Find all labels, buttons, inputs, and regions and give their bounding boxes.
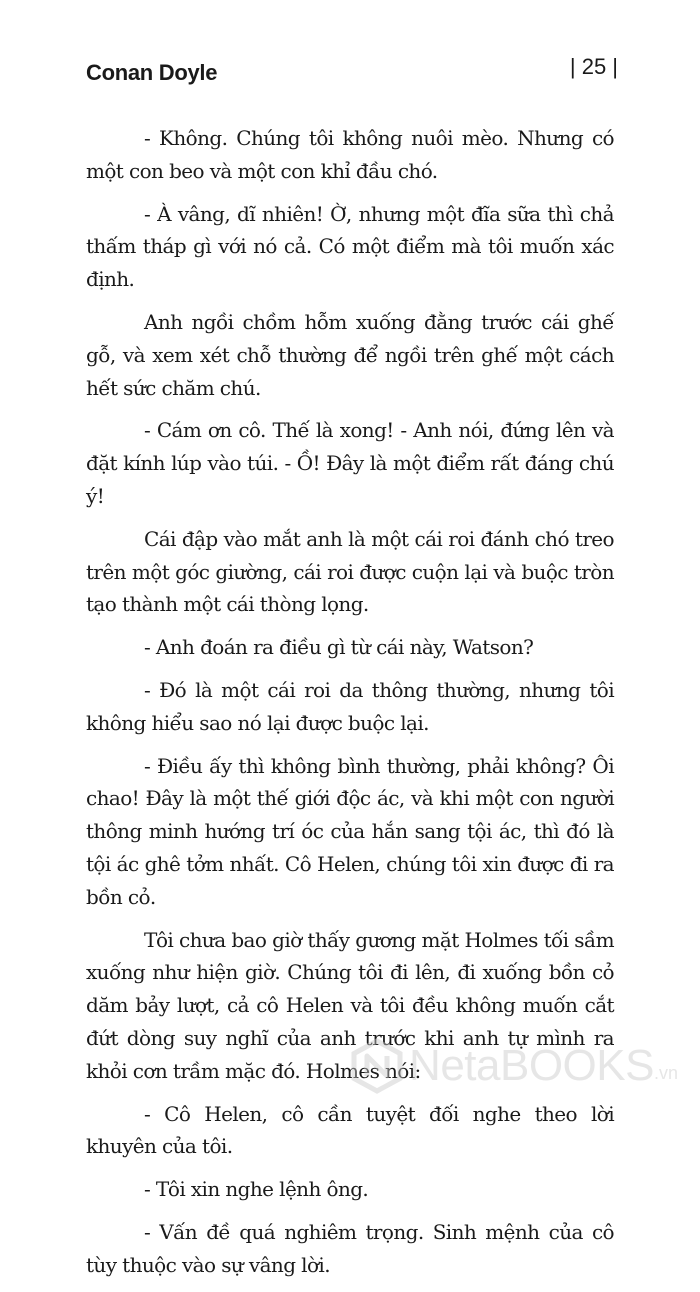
paragraph: Cái đập vào mắt anh là một cái roi đánh chó treo trên một góc giường, cái roi được cuộn lại và buộc tròn tạo thành một cái thòng lọng.	[86, 526, 614, 617]
paragraph: - Cám ơn cô. Thế là xong! - Anh nói, đứng lên và đặt kính lúp vào túi. - Ồ! Đây là một điểm rất đáng chú ý!	[86, 418, 614, 508]
page-header	[86, 52, 618, 92]
watermark	[349, 1036, 678, 1096]
paragraph: - Đó là một cái roi da thông thường, nhưng tôi không hiểu sao nó lại được buộc lại.	[86, 677, 614, 735]
paragraph: - Tôi xin nghe lệnh ông.	[144, 1177, 369, 1202]
paragraph: - Anh đoán ra điều gì từ cái này, Watson?	[144, 635, 534, 660]
paragraph: Tôi chưa bao giờ thấy gương mặt Holmes tối sầm xuống như hiện giờ. Chúng tôi đi lên, đi xuống bồn cỏ dăm bảy lượt, cả cô Helen và tôi đều không muốn cắt đứt dòng suy nghĩ của anh trước khi anh tự mình ra khỏi cơn trầm mặc đó. Holmes nói:	[86, 927, 614, 1083]
netabooks-logo-icon	[349, 1038, 405, 1094]
paragraph: - Điều ấy thì không bình thường, phải không? Ôi chao! Đây là một thế giới độc ác, và khi một con người thông minh hướng trí óc của hắn sang tội ác, thì đó là tội ác ghê tởm nhất. Cô Helen, chúng tôi xin được đi ra bồn cỏ.	[86, 753, 614, 909]
body-text	[86, 122, 614, 1292]
paragraph: - Cô Helen, cô cần tuyệt đối nghe theo lời khuyên của tôi.	[86, 1101, 614, 1159]
paragraph: - À vâng, dĩ nhiên! Ờ, nhưng một đĩa sữa thì chả thấm tháp gì với nó cả. Có một điểm mà tôi muốn xác định.	[86, 201, 614, 292]
paragraph: - Không. Chúng tôi không nuôi mèo. Nhưng có một con beo và một con khỉ đầu chó.	[86, 126, 614, 183]
page-number: | 25 |	[569, 54, 618, 79]
watermark-suffix: .vn	[653, 1063, 678, 1083]
running-head-author: Conan Doyle	[86, 60, 218, 85]
watermark-brand: NetaBOOKS	[409, 1041, 654, 1090]
paragraph: - Vấn đề quá nghiêm trọng. Sinh mệnh của cô tùy thuộc vào sự vâng lời.	[86, 1219, 614, 1277]
paragraph: Anh ngồi chồm hỗm xuống đằng trước cái ghế gỗ, và xem xét chỗ thường để ngồi trên ghế một cách hết sức chăm chú.	[86, 309, 614, 400]
